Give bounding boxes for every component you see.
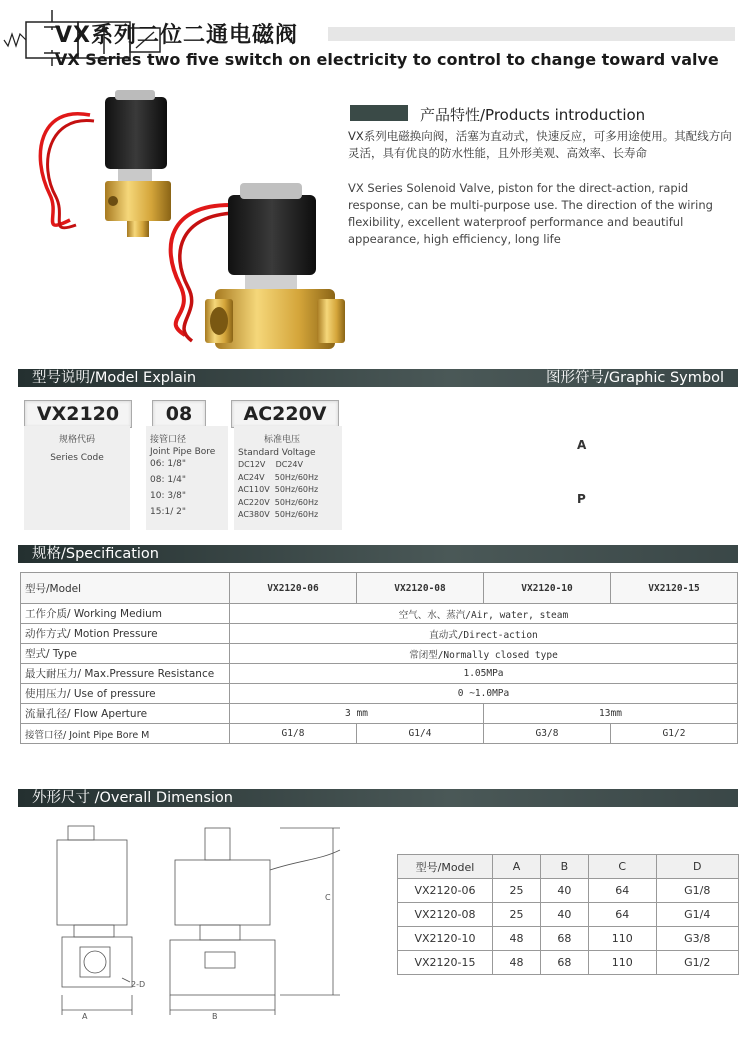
intro-title: 产品特性/Products introduction [420, 106, 646, 124]
dimension-table [397, 854, 739, 975]
dim-header: A [493, 855, 541, 879]
dimension-bar [18, 789, 738, 807]
intro-text-cn: VX系列电磁换向阀，活塞为直动式，快速反应，可多用途使用。其配线方向灵活，具有优良的防水性能，且外形美观、高效率、长寿命 [348, 129, 732, 160]
spec-value: G1/4 [357, 724, 484, 744]
spec-value: 直动式/Direct-action [230, 624, 738, 644]
spec-value: G3/8 [484, 724, 611, 744]
specification-title: 规格/Specification [32, 546, 159, 562]
dim-b-label: B [212, 1012, 218, 1021]
table-row [21, 704, 738, 724]
spec-label: 工作介质/ Working Medium [21, 604, 230, 624]
spec-value: 0 ~1.0MPa [230, 684, 738, 704]
voltage-code-box: AC220V [231, 400, 339, 428]
bore-code-box: 08 [152, 400, 206, 428]
table-row [398, 879, 739, 903]
voltage-cn: 标准电压 [264, 435, 301, 445]
dimension-title: 外形尺寸 /Overall Dimension [32, 790, 233, 806]
model-header: 型号/Model [21, 573, 230, 604]
dim-cell: VX2120-08 [398, 903, 493, 927]
voltage-item: DC12V DC24V [238, 460, 303, 469]
model-code-box: VX2120 [24, 400, 132, 428]
spec-value: 常闭型/Normally closed type [230, 644, 738, 664]
dim-cell: G1/8 [656, 879, 738, 903]
bore-item: 10: 3/8" [150, 491, 186, 501]
intro-text-en: VX Series Solenoid Valve, piston for the direct-action, rapid response, can be multi-purpose use. The direction of the wiring flexibility, excellent waterproof performance and beautiful appearance, high efficiency, long life [348, 181, 713, 246]
dim-cell: 110 [588, 927, 656, 951]
port-a-label: A [577, 438, 587, 452]
bore-item: 08: 1/4" [150, 475, 186, 485]
dimension-drawing [40, 820, 350, 1030]
dim-d-label: 2-D [131, 980, 146, 989]
bore-item: 06: 1/8" [150, 459, 186, 469]
spec-label: 接管口径/ Joint Pipe Bore M [21, 724, 230, 744]
intro-marker [350, 105, 408, 121]
dim-header: B [540, 855, 588, 879]
specification-table [20, 572, 738, 744]
dim-cell: 25 [493, 903, 541, 927]
table-row [398, 855, 739, 879]
spec-value: 13mm [484, 704, 738, 724]
bore-cn: 接管口径 [150, 435, 187, 445]
bore-panel [146, 426, 228, 530]
voltage-item: AC24V 50Hz/60Hz [238, 472, 319, 482]
dim-header: C [588, 855, 656, 879]
table-row [21, 624, 738, 644]
dim-cell: G1/2 [656, 951, 738, 975]
dim-cell: 110 [588, 951, 656, 975]
bore-en: Joint Pipe Bore [150, 447, 216, 457]
dim-a-label: A [82, 1012, 88, 1021]
spec-value: G1/8 [230, 724, 357, 744]
series-code-panel [24, 426, 130, 530]
table-row [398, 951, 739, 975]
table-row [21, 604, 738, 624]
dim-cell: 64 [588, 879, 656, 903]
spec-label: 动作方式/ Motion Pressure [21, 624, 230, 644]
model-col: VX2120-06 [230, 573, 357, 604]
voltage-panel [234, 426, 342, 530]
dim-cell: VX2120-15 [398, 951, 493, 975]
page-title-cn: VX系列二位二通电磁阀 [55, 23, 298, 48]
dim-cell: VX2120-10 [398, 927, 493, 951]
graphic-symbol-title: 图形符号/Graphic Symbol [546, 370, 724, 386]
specification-bar [18, 545, 738, 563]
dim-cell: 68 [540, 927, 588, 951]
dim-cell: 25 [493, 879, 541, 903]
series-code-en: Series Code [50, 453, 104, 463]
product-photo [30, 85, 350, 355]
spec-label: 型式/ Type [21, 644, 230, 664]
table-row [21, 573, 738, 604]
dim-cell: 64 [588, 903, 656, 927]
table-row [21, 684, 738, 704]
table-row [398, 927, 739, 951]
model-explain-bar [18, 369, 738, 387]
spec-label: 最大耐压力/ Max.Pressure Resistance [21, 664, 230, 684]
voltage-item: AC110V 50Hz/60Hz [238, 485, 319, 494]
title-decor-bar [328, 27, 735, 41]
table-row [21, 644, 738, 664]
dim-cell: G1/4 [656, 903, 738, 927]
bore-item: 15:1/ 2" [150, 507, 186, 517]
model-col: VX2120-08 [357, 573, 484, 604]
spec-label: 使用压力/ Use of pressure [21, 684, 230, 704]
spec-label: 流量孔径/ Flow Aperture [21, 704, 230, 724]
spec-value: 空气、水、蒸汽/Air, water, steam [230, 604, 738, 624]
dim-cell: 40 [540, 903, 588, 927]
table-row [398, 903, 739, 927]
page-title-en: VX Series two five switch on electricity to control to change toward valve [55, 50, 719, 69]
model-col: VX2120-10 [484, 573, 611, 604]
dim-cell: VX2120-06 [398, 879, 493, 903]
dim-c-label: C [325, 893, 331, 902]
series-code-cn: 规格代码 [58, 435, 95, 445]
dim-cell: 40 [540, 879, 588, 903]
spec-value: 3 mm [230, 704, 484, 724]
spec-value: G1/2 [611, 724, 738, 744]
port-p-label: P [577, 492, 586, 506]
voltage-item: AC220V 50Hz/60Hz [238, 497, 319, 507]
table-row [21, 724, 738, 744]
spec-value: 1.05MPa [230, 664, 738, 684]
voltage-item: AC380V 50Hz/60Hz [238, 510, 319, 519]
dim-cell: 68 [540, 951, 588, 975]
model-explain-title: 型号说明/Model Explain [32, 370, 197, 386]
voltage-en: Standard Voltage [238, 447, 316, 458]
dim-cell: 48 [493, 927, 541, 951]
dim-cell: 48 [493, 951, 541, 975]
table-row [21, 664, 738, 684]
dim-header: D [656, 855, 738, 879]
dim-header: 型号/Model [398, 855, 493, 879]
model-col: VX2120-15 [611, 573, 738, 604]
dim-cell: G3/8 [656, 927, 738, 951]
